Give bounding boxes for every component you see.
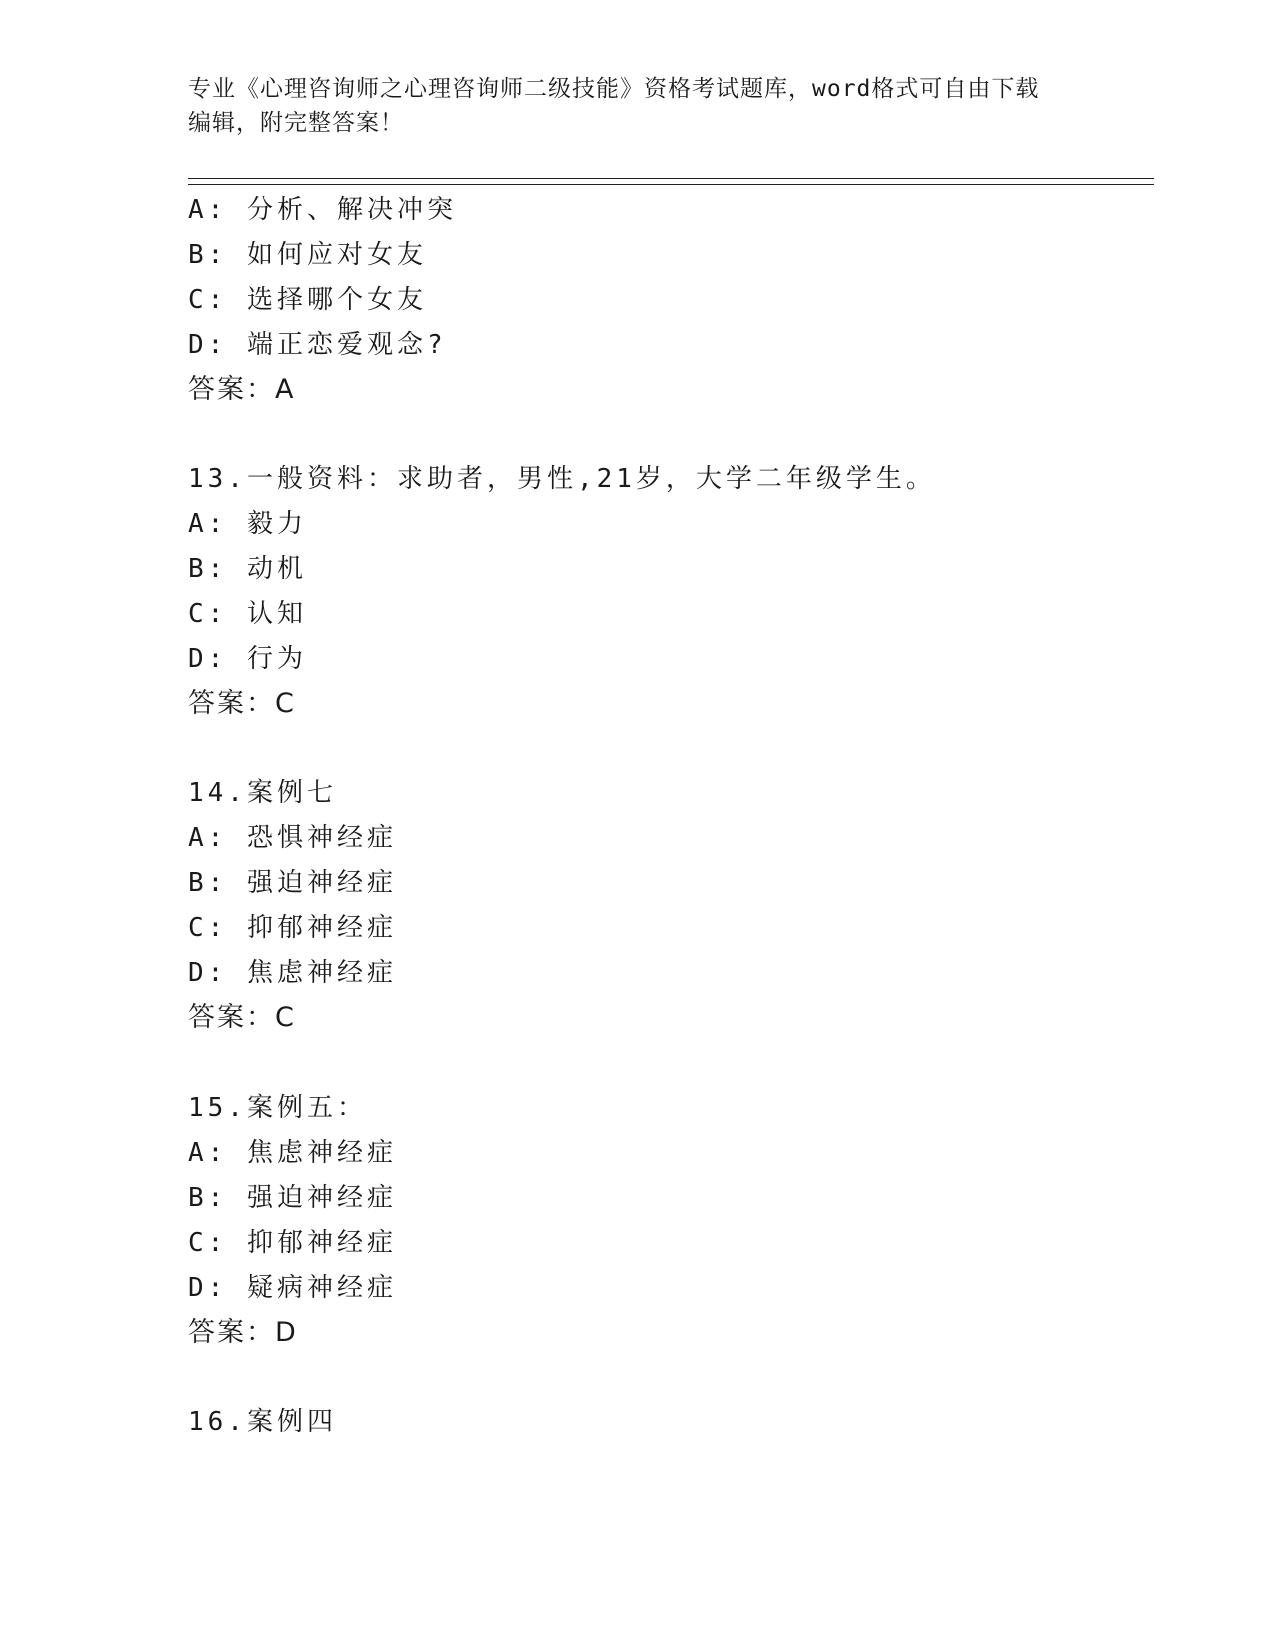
question-16: 16.案例四	[188, 1407, 337, 1437]
option-d: D: 疑病神经症	[188, 1273, 397, 1303]
option-b: B: 动机	[188, 554, 307, 584]
question-14: 14.案例七	[188, 778, 337, 808]
option-d: D: 端正恋爱观念?	[188, 330, 447, 360]
question-13: 13.一般资料：求助者，男性,21岁，大学二年级学生。	[188, 464, 936, 494]
option-a: A: 恐惧神经症	[188, 823, 397, 853]
option-a: A: 毅力	[188, 509, 307, 539]
answer-line: 答案：D	[188, 1317, 298, 1348]
answer-line: 答案：C	[188, 688, 296, 719]
option-a: A: 分析、解决冲突	[188, 195, 457, 225]
option-a: A: 焦虑神经症	[188, 1138, 397, 1168]
header-line-2: 编辑，附完整答案！	[188, 110, 404, 136]
option-d: D: 行为	[188, 644, 307, 674]
option-c: C: 抑郁神经症	[188, 913, 397, 943]
header-line-1: 专业《心理咨询师之心理咨询师二级技能》资格考试题库，word格式可自由下载	[188, 76, 1040, 102]
answer-line: 答案：A	[188, 374, 296, 405]
document-header	[188, 72, 1088, 140]
option-b: B: 强迫神经症	[188, 868, 397, 898]
header-divider-top	[188, 178, 1154, 179]
header-divider-bottom	[188, 184, 1154, 185]
answer-line: 答案：C	[188, 1002, 296, 1033]
option-c: C: 抑郁神经症	[188, 1228, 397, 1258]
option-c: C: 选择哪个女友	[188, 285, 427, 315]
option-c: C: 认知	[188, 599, 307, 629]
option-b: B: 强迫神经症	[188, 1183, 397, 1213]
option-b: B: 如何应对女友	[188, 240, 427, 270]
question-15: 15.案例五：	[188, 1093, 367, 1123]
option-d: D: 焦虑神经症	[188, 958, 397, 988]
